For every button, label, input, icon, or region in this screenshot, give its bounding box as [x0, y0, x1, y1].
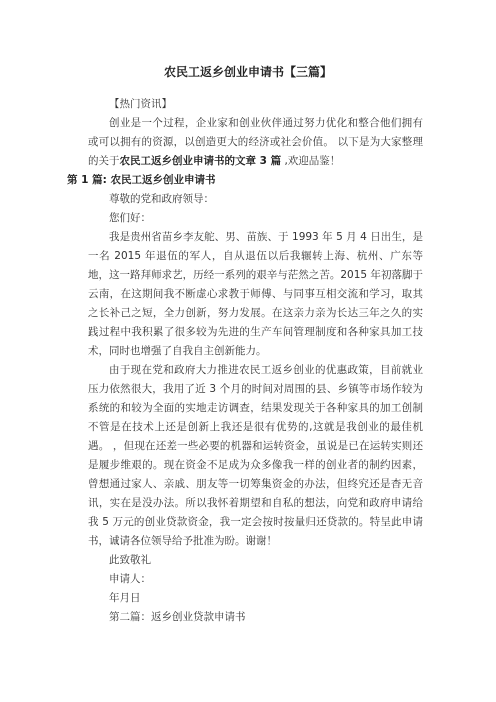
section-1-title: 第 1 篇: 农民工返乡创业申请书	[67, 174, 216, 186]
document-title: 农民工返乡创业申请书【三篇】	[163, 65, 332, 79]
applicant-label: 申请人：	[109, 573, 151, 585]
salutation-1: 尊敬的党和政府领导：	[109, 193, 214, 205]
intro-paragraph	[88, 114, 423, 171]
body-paragraph-1: 我是贵州省苗乡李友舵、男、苗族、于 1993 年 5 月 4 日出生，是一名 2015 年退伍的军人，自从退伍以后我辗转上海、杭州、广东等地，这一路拜师求艺，历经一系列的艰辛与茫然之苦。2015 年初落脚于云南，在这期间我不断虚心求教于师傅、与同事互相交流和学习，取其之长补己之短，全力创新，努力发展。在这亲力亲为长达三年之久的实践过程中我积累了很多较为先进的生产车间管理制度和各种家具加工技术，同时也增强了自我自主创新能力。	[88, 231, 423, 357]
document-body	[67, 95, 423, 627]
intro-bold-text: 农民工返乡创业申请书的文章 3 篇	[119, 155, 282, 167]
date-label: 年月日	[109, 592, 141, 604]
section-2-title: 第二篇：返乡创业贷款申请书	[109, 611, 246, 623]
intro-text-1: 创业是一个过程，企业家和创业伙伴通过努力优化和整合他们拥有或可以拥有的资源，以创造更大的经济或社会价值。 以下是为大家整理的关于	[88, 117, 423, 167]
intro-text-2: ,欢迎品鉴！	[281, 155, 341, 167]
closing-line: 此致敬礼	[109, 554, 151, 566]
hot-info-label: 【热门资讯】	[109, 98, 172, 110]
salutation-2: 您们好：	[109, 212, 151, 224]
body-paragraph-2: 由于现在党和政府大力推进农民工返乡创业的优惠政策，目前就业压力依然很大，我用了近 3 个月的时间对周围的县、乡镇等市场作较为系统的和较为全面的实地走访调查，结果发现关于各种家具的加工创制不管是在技术上还是创新上我还是很有优势的,这就是我创业的最佳机遇。 ，但现在还差一些必要的机器和运转资金，虽说是已在运转实则还是履步维艰的。现在资金不足成为众多像我一样的创业者的制约因素，曾想通过家人、亲戚、朋友等一切筹集资金的办法，但终究还是杳无音讯，实在是没办法。所以我怀着期望和自私的想法，向党和政府申请给我 5 万元的创业贷款资金，我一定会按时按量归还贷款的。特呈此申请书，诚请各位领导给予批准为盼。谢谢！	[88, 364, 423, 547]
